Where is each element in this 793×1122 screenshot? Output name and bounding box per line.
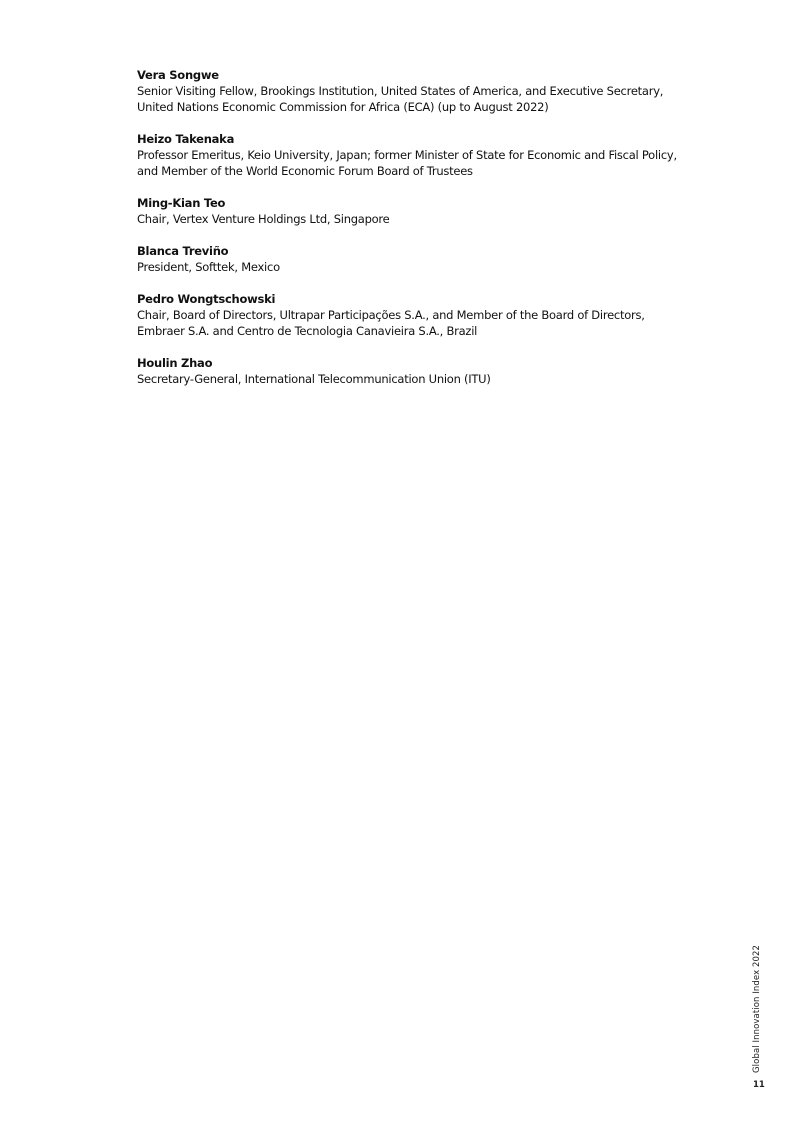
- member-entry: [137, 355, 677, 387]
- member-entry: [137, 195, 677, 227]
- member-role: Chair, Board of Directors, Ultrapar Participações S.A., and Member of the Board of Directors, Embraer S.A. and Centro de Tecnologia Canavieira S.A., Brazil: [137, 308, 645, 338]
- member-role: President, Softtek, Mexico: [137, 260, 280, 274]
- member-role: Chair, Vertex Venture Holdings Ltd, Singapore: [137, 212, 390, 226]
- advisory-board-list: [137, 67, 677, 403]
- member-role: Professor Emeritus, Keio University, Japan; former Minister of State for Economic and Fiscal Policy, and Member of the World Economic Forum Board of Trustees: [137, 148, 677, 178]
- member-name: Pedro Wongtschowski: [137, 292, 276, 306]
- member-name: Blanca Treviño: [137, 244, 229, 258]
- member-name: Heizo Takenaka: [137, 132, 235, 146]
- member-name: Vera Songwe: [137, 68, 219, 82]
- page-number: 11: [753, 1080, 765, 1090]
- member-name: Houlin Zhao: [137, 356, 213, 370]
- member-entry: [137, 291, 677, 339]
- member-entry: [137, 243, 677, 275]
- member-role: Secretary-General, International Telecommunication Union (ITU): [137, 372, 491, 386]
- member-name: Ming-Kian Teo: [137, 196, 226, 210]
- publication-title: Global Innovation Index 2022: [752, 944, 762, 1073]
- member-entry: [137, 131, 677, 179]
- member-entry: [137, 67, 677, 115]
- member-role: Senior Visiting Fellow, Brookings Institution, United States of America, and Executive Secretary, United Nations Economic Commission for Africa (ECA) (up to August 2022): [137, 84, 664, 114]
